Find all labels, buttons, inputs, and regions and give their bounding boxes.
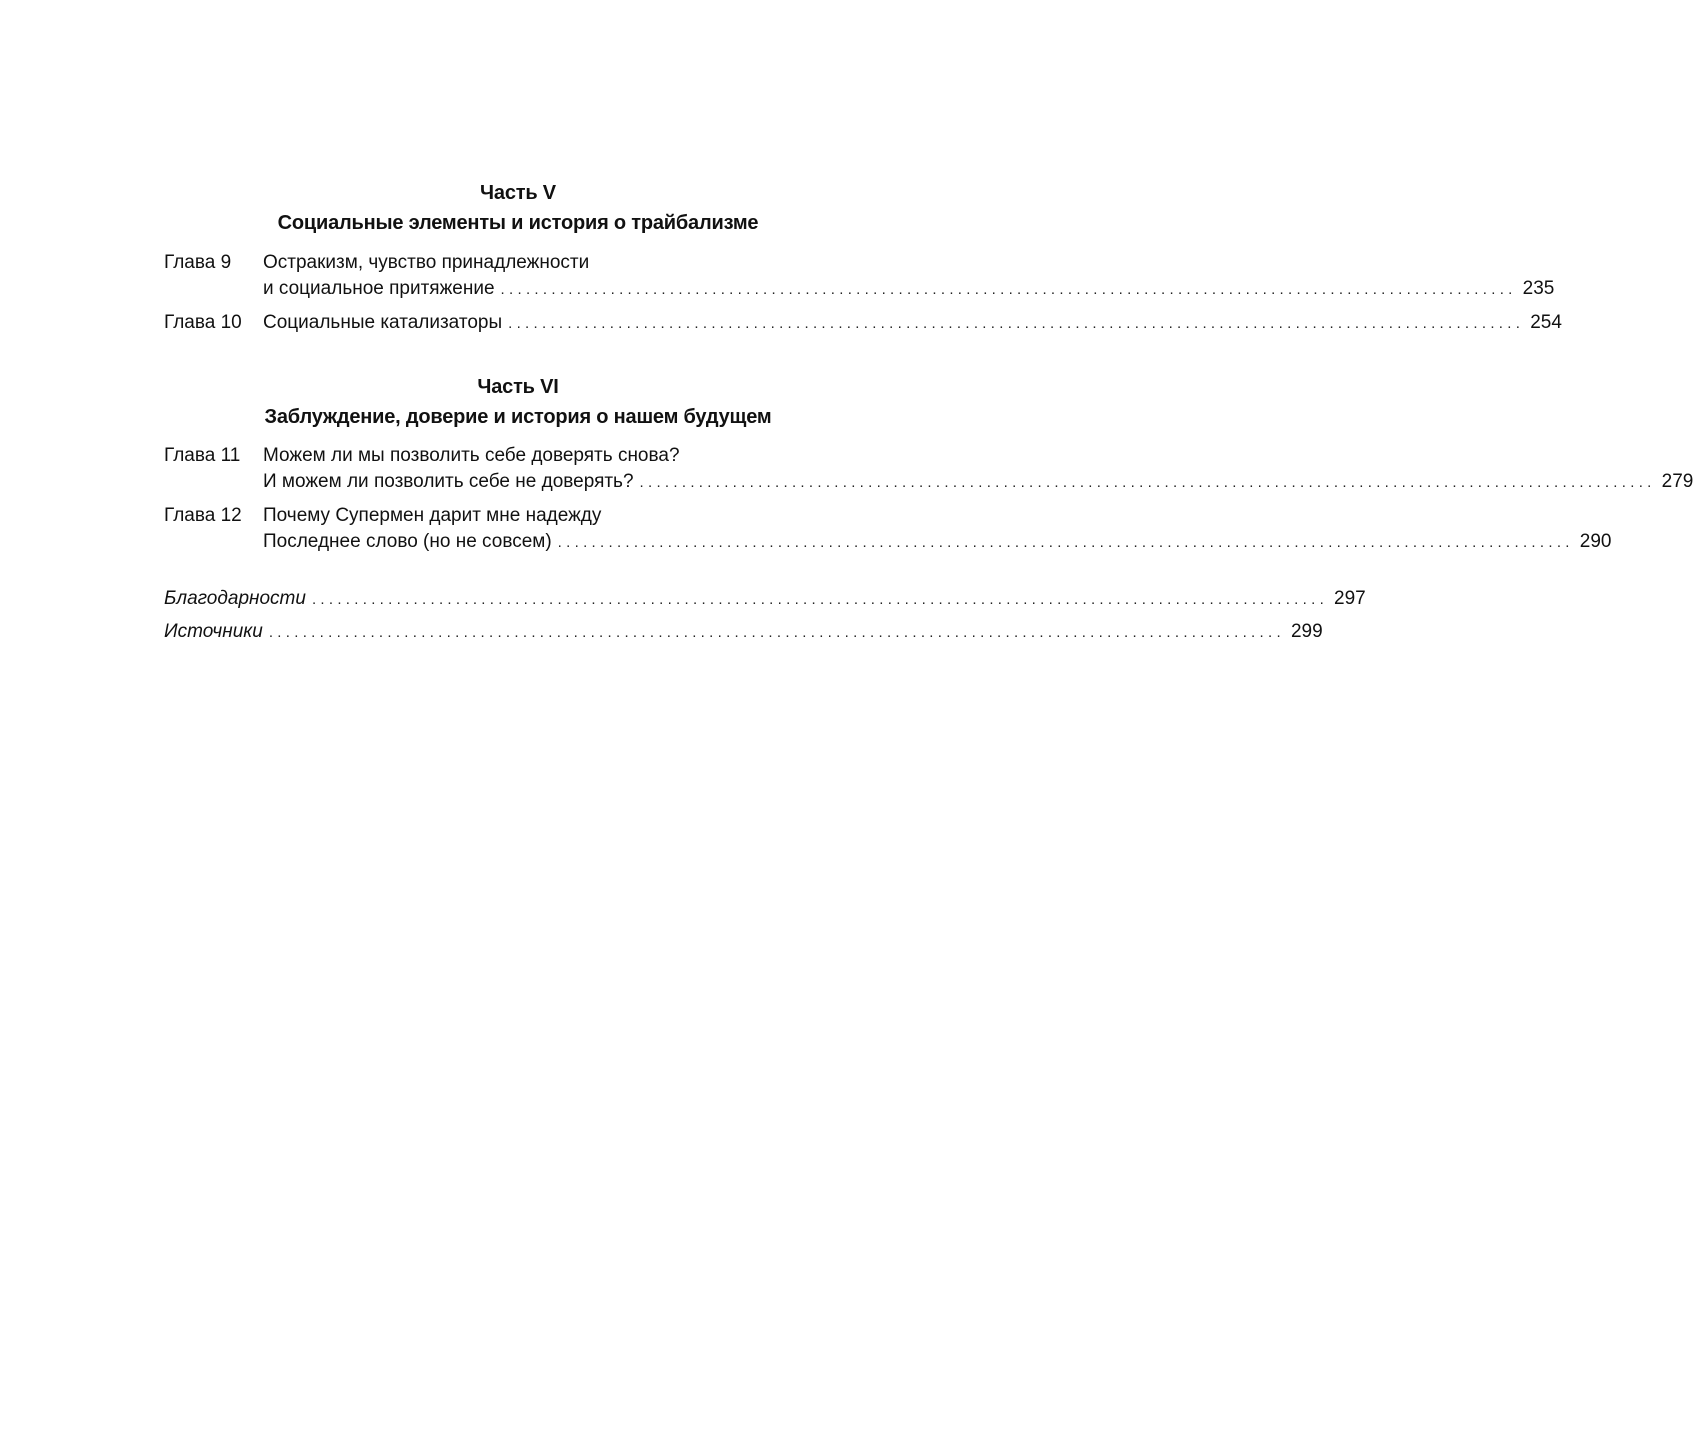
dot-leader: ........................................................................................................................ bbox=[268, 624, 1285, 641]
chapter-label: Глава 9 bbox=[164, 252, 232, 273]
chapter-title-line: Социальные катализаторы bbox=[263, 312, 503, 333]
page-number: 297 bbox=[1334, 588, 1366, 609]
part-number: Часть VI bbox=[477, 376, 559, 398]
page-number: 279 bbox=[1661, 471, 1693, 492]
chapter-title-line: Почему Супермен дарит мне надежду bbox=[263, 505, 602, 526]
chapter-title-line: Последнее слово (но не совсем) bbox=[263, 531, 552, 552]
toc-entry[interactable] bbox=[164, 310, 1562, 337]
chapter-title-line: Можем ли мы позволить себе доверять снова? bbox=[263, 445, 680, 466]
chapter-label: Глава 11 bbox=[164, 445, 241, 466]
dot-leader: ........................................................................................................................ bbox=[557, 534, 1574, 551]
toc-entry[interactable] bbox=[164, 250, 1555, 303]
page-number: 299 bbox=[1290, 621, 1323, 642]
part-heading bbox=[164, 178, 872, 238]
toc-entry-back-matter[interactable] bbox=[164, 619, 1323, 646]
toc-entry-back-matter[interactable] bbox=[164, 586, 1366, 613]
page-number: 254 bbox=[1530, 312, 1562, 333]
chapter-label: Глава 12 bbox=[164, 505, 242, 526]
back-matter-title: Источники bbox=[164, 621, 263, 642]
toc-entry[interactable] bbox=[164, 443, 1693, 496]
chapter-title-line: Остракизм, чувство принадлежности bbox=[263, 252, 590, 273]
dot-leader: ........................................................................................................................ bbox=[311, 591, 1329, 608]
part-heading bbox=[164, 372, 872, 432]
dot-leader: ........................................................................................................................ bbox=[639, 474, 1656, 491]
back-matter-title: Благодарности bbox=[164, 588, 306, 609]
page-number: 235 bbox=[1522, 278, 1555, 299]
dot-leader: ........................................................................................................................ bbox=[500, 281, 1517, 298]
part-title: Заблуждение, доверие и история о нашем будущем bbox=[264, 406, 772, 428]
chapter-title-line: и социальное притяжение bbox=[263, 278, 495, 299]
page-number: 290 bbox=[1579, 531, 1612, 552]
toc-entry[interactable] bbox=[164, 503, 1612, 556]
part-number: Часть V bbox=[480, 182, 556, 204]
dot-leader: ........................................................................................................................ bbox=[508, 315, 1525, 332]
part-title: Социальные элементы и история о трайбализме bbox=[277, 212, 759, 234]
chapter-label: Глава 10 bbox=[164, 312, 242, 333]
chapter-title-line: И можем ли позволить себе не доверять? bbox=[263, 471, 634, 492]
